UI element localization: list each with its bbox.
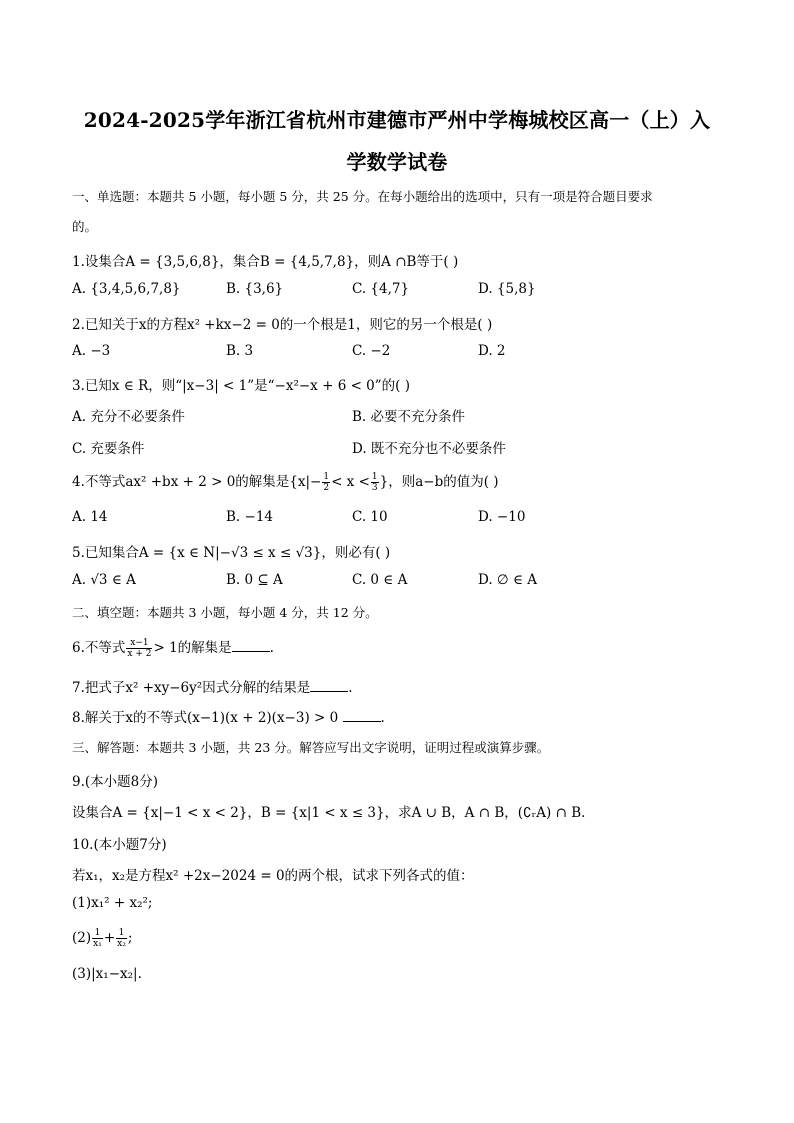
q2-option-d: D. 2 bbox=[478, 343, 506, 359]
q4-option-a: A. 14 bbox=[72, 509, 108, 525]
section1-heading-cont: 的。 bbox=[72, 219, 98, 234]
q2-option-a: A. −3 bbox=[72, 343, 111, 359]
q10-part-2-fraction-2: $\frac{1}{\text{x₂}}$ bbox=[117, 928, 126, 949]
q8-prefix: 8.解关于x的不等式(x−1)(x + 2)(x−3) > 0 bbox=[72, 710, 339, 726]
question-10-body: 若x₁，x₂是方程x² +2x−2024 = 0的两个根，试求下列各式的值： bbox=[72, 868, 474, 884]
question-1-stem: 1.设集合A = {3,5,6,8}，集合B = {4,5,7,8}，则A ∩B等于( ) bbox=[72, 254, 459, 270]
q10-part-2-fraction-1: $\frac{1}{\text{x₁}}$ bbox=[93, 928, 102, 949]
q10-part-2 bbox=[72, 928, 132, 949]
q7-answer-blank[interactable] bbox=[310, 679, 348, 692]
q4-option-c: C. 10 bbox=[352, 509, 388, 525]
q4-fraction-1: $\frac{1}{2}$ bbox=[323, 472, 330, 493]
q5-option-b: B. 0 ⊆ A bbox=[226, 572, 283, 588]
q8-end: . bbox=[380, 710, 385, 726]
q4-stem-part-c: }，则a−b的值为( ) bbox=[379, 474, 499, 490]
q3-option-c: C. 充要条件 bbox=[72, 441, 145, 457]
q10-part-1: (1)x₁² + x₂²; bbox=[72, 895, 153, 911]
q1-option-c: C. {4,7} bbox=[352, 281, 410, 297]
q6-prefix: 6.不等式 bbox=[72, 640, 126, 656]
q6-suffix: > 1的解集是 bbox=[153, 640, 232, 656]
question-4-stem bbox=[72, 470, 499, 493]
section1-heading: 一、单选题：本题共 5 小题，每小题 5 分，共 25 分。在每小题给出的选项中，只有一项是符合题目要求 bbox=[72, 189, 653, 204]
question-7 bbox=[72, 676, 353, 696]
q4-stem-part-b: < x < bbox=[331, 474, 370, 490]
q10-part-3: (3)|x₁−x₂|. bbox=[72, 966, 142, 982]
q5-option-c: C. 0 ∈ A bbox=[352, 572, 408, 588]
q1-option-b: B. {3,6} bbox=[226, 281, 284, 297]
q3-option-d: D. 既不充分也不必要条件 bbox=[352, 441, 506, 457]
q1-option-d: D. {5,8} bbox=[478, 281, 536, 297]
q6-fraction: $\frac{x-1}{x + 2}$ bbox=[127, 638, 152, 659]
q2-option-c: C. −2 bbox=[352, 343, 391, 359]
question-8 bbox=[72, 706, 385, 726]
question-2-stem: 2.已知关于x的方程x² +kx−2 = 0的一个根是1，则它的另一个根是( ) bbox=[72, 317, 493, 333]
q6-end: . bbox=[269, 640, 274, 656]
exam-title-line2: 学数学试卷 bbox=[346, 150, 448, 174]
q10-part-2-end: ; bbox=[127, 930, 133, 946]
question-10-heading: 10.(本小题7分) bbox=[72, 837, 167, 853]
q5-option-d: D. ∅ ∈ A bbox=[478, 572, 538, 588]
question-5-stem: 5.已知集合A = {x ∈ N|−√3 ≤ x ≤ √3}，则必有( ) bbox=[72, 545, 391, 561]
q4-option-b: B. −14 bbox=[226, 509, 273, 525]
question-9-heading: 9.(本小题8分) bbox=[72, 774, 159, 790]
exam-title-line1: 2024-2025学年浙江省杭州市建德市严州中学梅城校区高一（上）入 bbox=[83, 108, 711, 132]
q8-answer-blank[interactable] bbox=[343, 709, 381, 722]
q2-option-b: B. 3 bbox=[226, 343, 254, 359]
q10-part-2-plus: + bbox=[103, 930, 116, 946]
q6-answer-blank[interactable] bbox=[232, 639, 270, 652]
q5-option-a: A. √3 ∈ A bbox=[72, 572, 136, 588]
section2-heading: 二、填空题：本题共 3 小题，每小题 4 分，共 12 分。 bbox=[72, 605, 378, 620]
q3-option-a: A. 充分不必要条件 bbox=[72, 409, 185, 425]
q3-option-b: B. 必要不充分条件 bbox=[352, 409, 466, 425]
question-9-body: 设集合A = {x|−1 < x < 2}，B = {x|1 < x ≤ 3}，求A ∪ B，A ∩ B，(∁ᵣA) ∩ B. bbox=[72, 805, 586, 821]
q1-option-a: A. {3,4,5,6,7,8} bbox=[72, 281, 181, 297]
q7-prefix: 7.把式子x² +xy−6y²因式分解的结果是 bbox=[72, 680, 311, 696]
q4-option-d: D. −10 bbox=[478, 509, 526, 525]
q7-end: . bbox=[348, 680, 353, 696]
q4-stem-part-a: 4.不等式ax² +bx + 2 > 0的解集是{x|− bbox=[72, 474, 322, 490]
q4-fraction-2: $\frac{1}{3}$ bbox=[371, 472, 378, 493]
q10-part-2-label: (2) bbox=[72, 930, 92, 946]
section3-heading: 三、解答题：本题共 3 小题，共 23 分。解答应写出文字说明，证明过程或演算步骤。 bbox=[72, 740, 550, 755]
question-3-stem: 3.已知x ∈ R，则“|x−3| < 1”是“−x²−x + 6 < 0”的( ) bbox=[72, 378, 410, 394]
question-6 bbox=[72, 636, 274, 659]
